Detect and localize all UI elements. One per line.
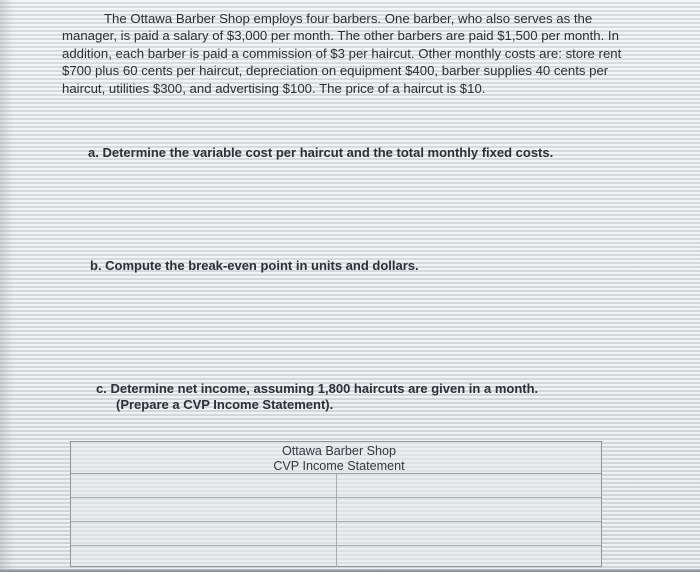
question-c	[96, 381, 538, 413]
table-row	[71, 522, 601, 546]
cvp-table-title	[259, 444, 419, 473]
table-row	[71, 498, 601, 522]
question-c-note: (Prepare a CVP Income Statement).	[116, 397, 334, 412]
problem-statement: The Ottawa Barber Shop employs four barbers. One barber, who also serves as the manager, is paid a salary of $3,000 per month. The other barbers are paid $1,500 per month. In addition, each barber is paid a commission of $3 per haircut. Other monthly costs are: store rent $700 plus 60 cents per haircut, depreciation on equipment $400, barber supplies 40 cents per haircut, utilities $300, and advertising $100. The price of a haircut is $10.	[62, 11, 622, 96]
row-amount-input[interactable]	[337, 498, 601, 521]
row-amount-input[interactable]	[337, 474, 601, 497]
row-label-input[interactable]	[71, 522, 337, 545]
cvp-table-header	[71, 442, 601, 474]
row-label-input[interactable]	[71, 546, 337, 567]
screen-shading	[0, 0, 14, 572]
row-label-input[interactable]	[71, 474, 337, 497]
row-amount-input[interactable]	[337, 522, 601, 545]
question-c-text: c. Determine net income, assuming 1,800 haircuts are given in a month.	[96, 381, 539, 396]
cvp-income-statement-table	[70, 441, 602, 567]
question-a: a. Determine the variable cost per haircut and the total monthly fixed costs.	[88, 145, 554, 160]
row-label-input[interactable]	[71, 498, 337, 521]
statement-name: CVP Income Statement	[273, 458, 405, 473]
table-row	[71, 546, 601, 567]
company-name: Ottawa Barber Shop	[281, 444, 397, 458]
question-b: b. Compute the break-even point in units and dollars.	[90, 258, 419, 273]
row-amount-input[interactable]	[337, 546, 601, 567]
table-row	[71, 474, 601, 498]
